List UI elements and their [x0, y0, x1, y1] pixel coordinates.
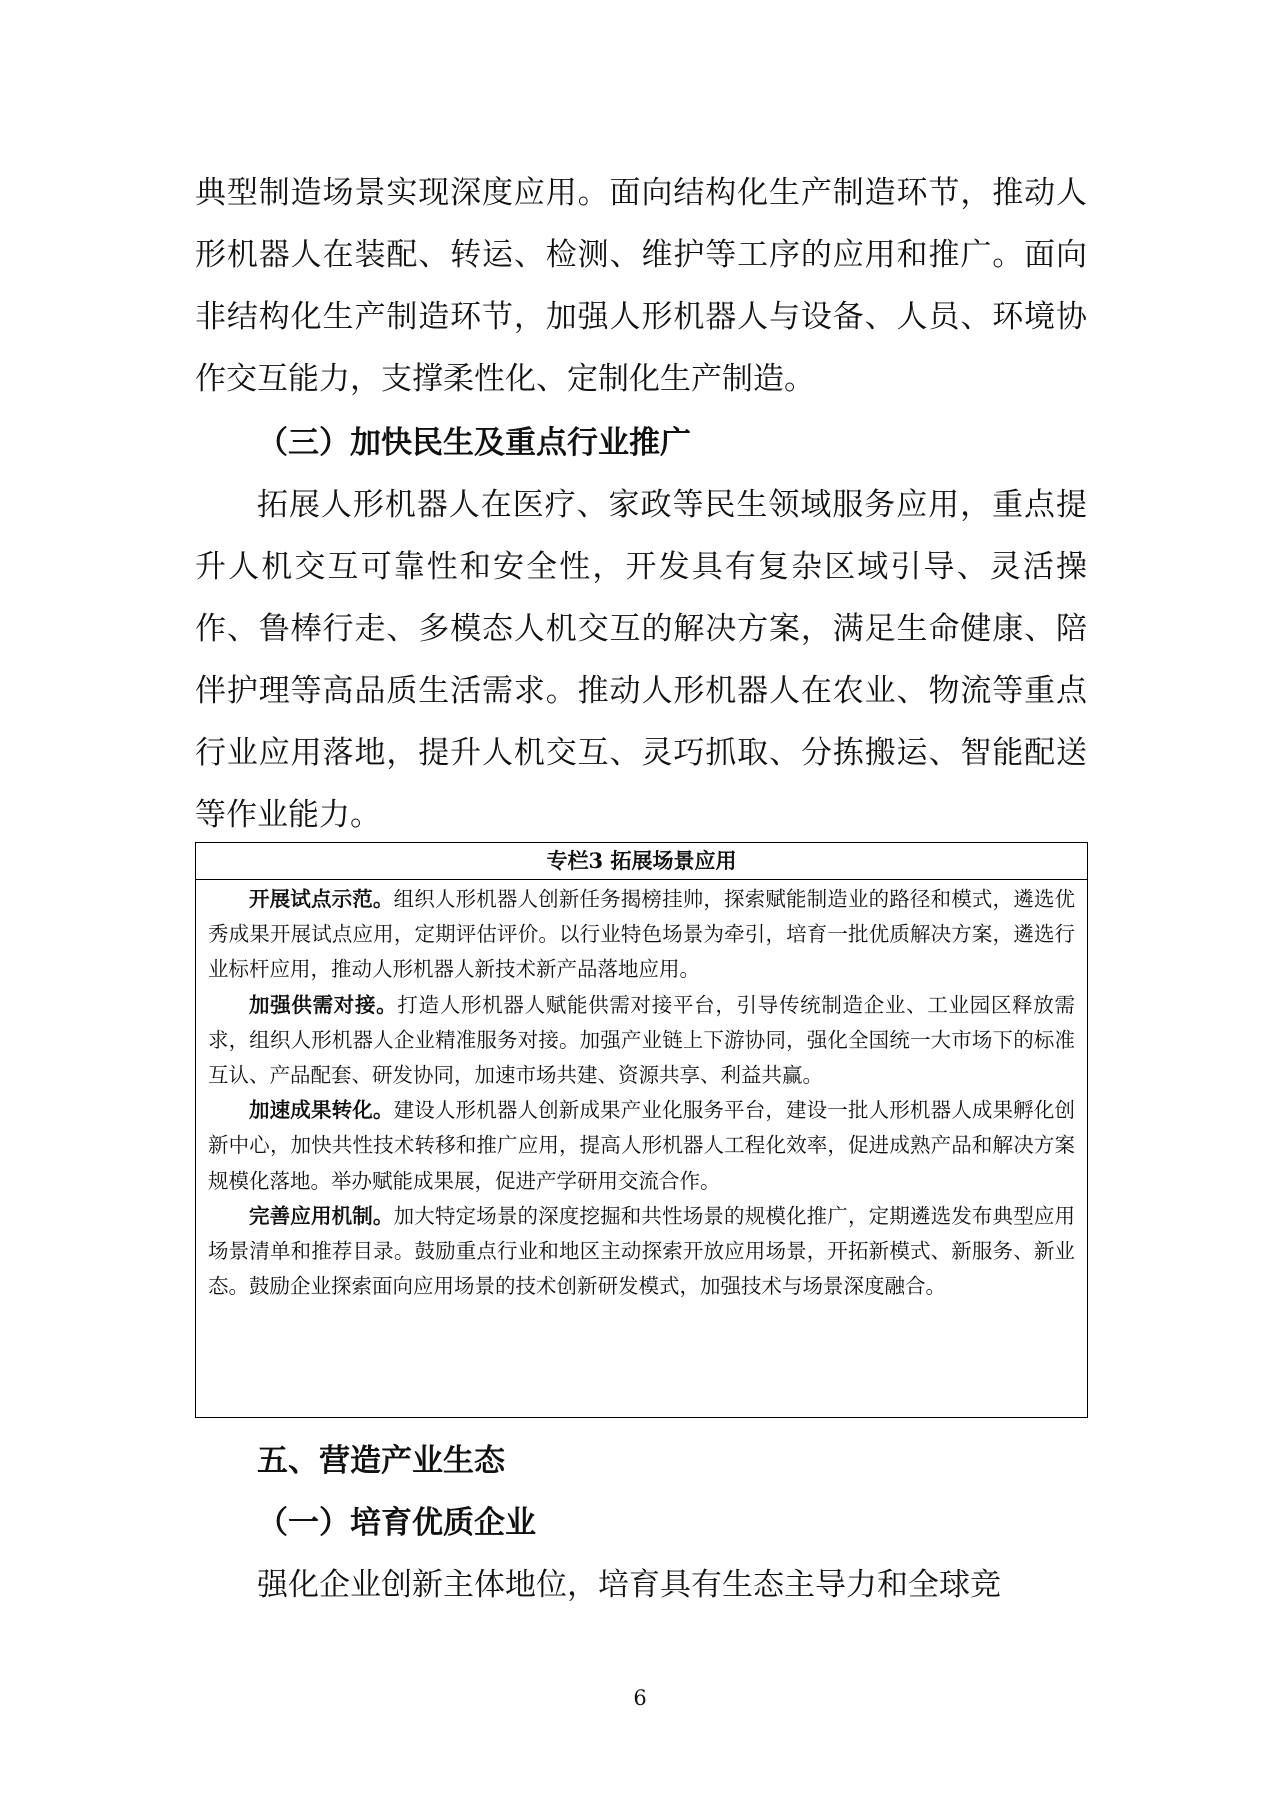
paragraph-enterprises: 强化企业创新主体地位，培育具有生态主导力和全球竞 — [257, 1567, 1001, 1603]
page-number: 6 — [633, 1686, 647, 1710]
box-item-lead: 完善应用机制。 — [249, 1203, 394, 1228]
box-item-transformation — [208, 1093, 1075, 1199]
box-item-text: 打造人形机器人赋能供需对接平台，引导传统制造企业、工业园区释放需求，组织人形机器人企业精准服务对接。加强产业链上下游协同，强化全国统一大市场下的标准互认、产品配套、研发协同，加速市场共建、资源共享、利益共赢。 — [208, 992, 1076, 1088]
paragraph-manufacturing: 典型制造场景实现深度应用。面向结构化生产制造环节，推动人形机器人在装配、转运、检测、维护等工序的应用和推广。面向非结构化生产制造环节，加强人形机器人与设备、人员、环境协作交互能力，支撑柔性化、定制化生产制造。 — [195, 175, 1087, 397]
column-box-content — [196, 880, 1087, 1304]
heading-industry-ecosystem: 五、营造产业生态 — [257, 1443, 505, 1479]
box-item-pilot — [208, 882, 1075, 988]
box-item-text: 组织人形机器人创新任务揭榜挂帅，探索赋能制造业的路径和模式，遴选优秀成果开展试点应用，定期评估评价。以行业特色场景为牵引，培育一批优质解决方案，遴选行业标杆应用，推动人形机器人新技术新产品落地应用。 — [208, 887, 1075, 982]
box-item-lead: 开展试点示范。 — [249, 887, 394, 911]
heading-livelihood: （三）加快民生及重点行业推广 — [257, 425, 691, 461]
box-item-supply-demand — [208, 988, 1075, 1094]
paragraph-livelihood: 拓展人形机器人在医疗、家政等民生领域服务应用，重点提升人机交互可靠性和安全性，开发具有复杂区域引导、灵活操作、鲁棒行走、多模态人机交互的解决方案，满足生命健康、陪伴护理等高品质生活需求。推动人形机器人在农业、物流等重点行业应用落地，提升人机交互、灵巧抓取、分拣搬运、智能配送等作业能力。 — [195, 487, 1087, 833]
column-box — [195, 842, 1088, 1418]
box-item-mechanism — [208, 1199, 1075, 1305]
box-item-lead: 加速成果转化。 — [249, 1098, 394, 1123]
box-item-lead: 加强供需对接。 — [249, 992, 398, 1017]
heading-quality-enterprises: （一）培育优质企业 — [257, 1505, 536, 1541]
column-box-title: 专栏3 拓展场景应用 — [196, 843, 1087, 880]
box-item-text: 加大特定场景的深度挖掘和共性场景的规模化推广，定期遴选发布典型应用场景清单和推荐目录。鼓励重点行业和地区主动探索开放应用场景，开拓新模式、新服务、新业态。鼓励企业探索面向应用场景的技术创新研发模式，加强技术与场景深度融合。 — [208, 1203, 1075, 1299]
box-item-text: 建设人形机器人创新成果产业化服务平台，建设一批人形机器人成果孵化创新中心，加快共性技术转移和推广应用，提高人形机器人工程化效率，促进成熟产品和解决方案规模化落地。举办赋能成果展，促进产学研用交流合作。 — [208, 1098, 1075, 1193]
